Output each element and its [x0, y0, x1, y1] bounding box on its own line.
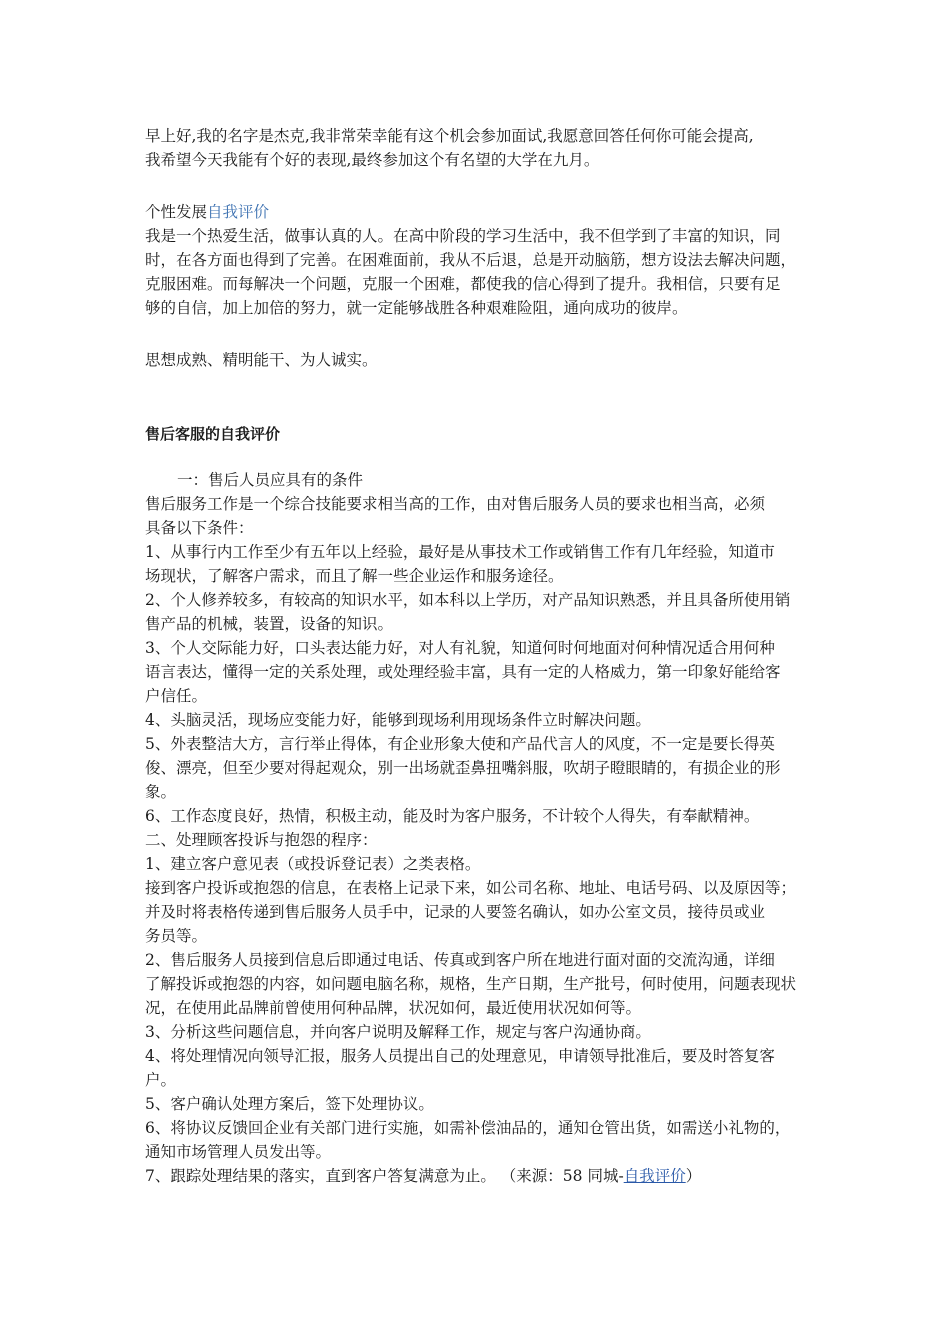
self-evaluation-link[interactable]: 自我评价	[207, 203, 270, 221]
aftersales-line: 6、将协议反馈回企业有关部门进行实施，如需补偿油品的，通知仓管出货，如需送小礼物的，	[145, 1119, 791, 1137]
aftersales-line: 通知市场管理人员发出等。	[145, 1143, 332, 1161]
aftersales-line: 1、建立客户意见表（或投诉登记表）之类表格。	[145, 855, 481, 873]
source-self-evaluation-link[interactable]: 自我评价	[623, 1167, 686, 1185]
aftersales-line: 1、从事行内工作至少有五年以上经验，最好是从事技术工作或销售工作有几年经验，知道市	[145, 543, 775, 561]
aftersales-line: 接到客户投诉或抱怨的信息，在表格上记录下来，如公司名称、地址、电话号码、以及原因等；	[145, 879, 797, 897]
personal-line: 我是一个热爱生活，做事认真的人。在高中阶段的学习生活中，我不但学到了丰富的知识，同	[145, 227, 781, 245]
aftersales-line: 俊、漂亮，但至少要对得起观众，别一出场就歪鼻扭嘴斜服，吹胡子瞪眼睛的，有损企业的形	[145, 759, 781, 777]
personal-summary	[145, 348, 815, 372]
summary-text: 思想成熟、精明能干、为人诚实。	[145, 351, 378, 369]
aftersales-line: 2、售后服务人员接到信息后即通过电话、传真或到客户所在地进行面对面的交流沟通，详细	[145, 951, 775, 969]
personal-section	[145, 200, 815, 320]
aftersales-line: 具备以下条件：	[145, 519, 254, 537]
aftersales-line: 4、头脑灵活，现场应变能力好，能够到现场利用现场条件立时解决问题。	[145, 711, 651, 729]
aftersales-title: 售后客服的自我评价	[145, 425, 281, 443]
aftersales-title-block	[145, 422, 815, 446]
aftersales-line: 售产品的机械，装置，设备的知识。	[145, 615, 394, 633]
aftersales-body	[145, 468, 815, 1188]
aftersales-line: 象。	[145, 783, 177, 801]
aftersales-line: 售后服务工作是一个综合技能要求相当高的工作，由对售后服务人员的要求也相当高，必须	[145, 495, 766, 513]
aftersales-line: 6、工作态度良好，热情，积极主动，能及时为客户服务，不计较个人得失，有奉献精神。	[145, 807, 760, 825]
aftersales-line: 并及时将表格传递到售后服务人员手中，记录的人要签名确认，如办公室文员，接待员或业	[145, 903, 766, 921]
intro-line: 早上好,我的名字是杰克,我非常荣幸能有这个机会参加面试,我愿意回答任何你可能会提高,	[145, 127, 754, 145]
personal-heading-prefix: 个性发展	[145, 203, 208, 221]
aftersales-line: 户信任。	[145, 687, 208, 705]
intro-line: 我希望今天我能有个好的表现,最终参加这个有名望的大学在九月。	[145, 151, 600, 169]
personal-line: 够的自信，加上加倍的努力，就一定能够战胜各种艰难险阻，通向成功的彼岸。	[145, 299, 688, 317]
aftersales-line: 5、外表整洁大方，言行举止得体，有企业形象大使和产品代言人的风度，不一定是要长得英	[145, 735, 775, 753]
intro-paragraph	[145, 124, 815, 172]
aftersales-line: 了解投诉或抱怨的内容，如问题电脑名称，规格，生产日期，生产批号，何时使用，问题表现状	[145, 975, 797, 993]
aftersales-last-text: 7、跟踪处理结果的落实，直到客户答复满意为止。 （来源：58 同城-	[145, 1167, 624, 1185]
personal-line: 时，在各方面也得到了完善。在困难面前，我从不后退，总是开动脑筋，想方设法去解决问题，	[145, 251, 797, 269]
aftersales-line: 3、分析这些问题信息，并向客户说明及解释工作，规定与客户沟通协商。	[145, 1023, 651, 1041]
personal-line: 克服困难。而每解决一个问题，克服一个困难，都使我的信心得到了提升。我相信，只要有足	[145, 275, 781, 293]
aftersales-last-line	[145, 1164, 815, 1188]
aftersales-subheading: 一：售后人员应具有的条件	[177, 471, 364, 489]
personal-heading	[145, 200, 815, 224]
aftersales-line: 4、将处理情况向领导汇报，服务人员提出自己的处理意见，申请领导批准后，要及时答复客	[145, 1047, 775, 1065]
aftersales-line: 二、处理顾客投诉与抱怨的程序：	[145, 831, 378, 849]
aftersales-line: 2、个人修养较多，有较高的知识水平，如本科以上学历，对产品知识熟悉，并且具备所使用销	[145, 591, 791, 609]
aftersales-line: 语言表达，懂得一定的关系处理，或处理经验丰富，具有一定的人格威力，第一印象好能给客	[145, 663, 781, 681]
aftersales-line: 况，在使用此品牌前曾使用何种品牌，状况如何，最近使用状况如何等。	[145, 999, 642, 1017]
aftersales-line: 户。	[145, 1071, 177, 1089]
aftersales-line: 5、客户确认处理方案后，签下处理协议。	[145, 1095, 434, 1113]
source-close: ）	[685, 1167, 702, 1185]
aftersales-line: 务员等。	[145, 927, 208, 945]
aftersales-line: 场现状，了解客户需求，而且了解一些企业运作和服务途径。	[145, 567, 564, 585]
aftersales-line: 3、个人交际能力好，口头表达能力好，对人有礼貌，知道何时何地面对何种情况适合用何种	[145, 639, 775, 657]
